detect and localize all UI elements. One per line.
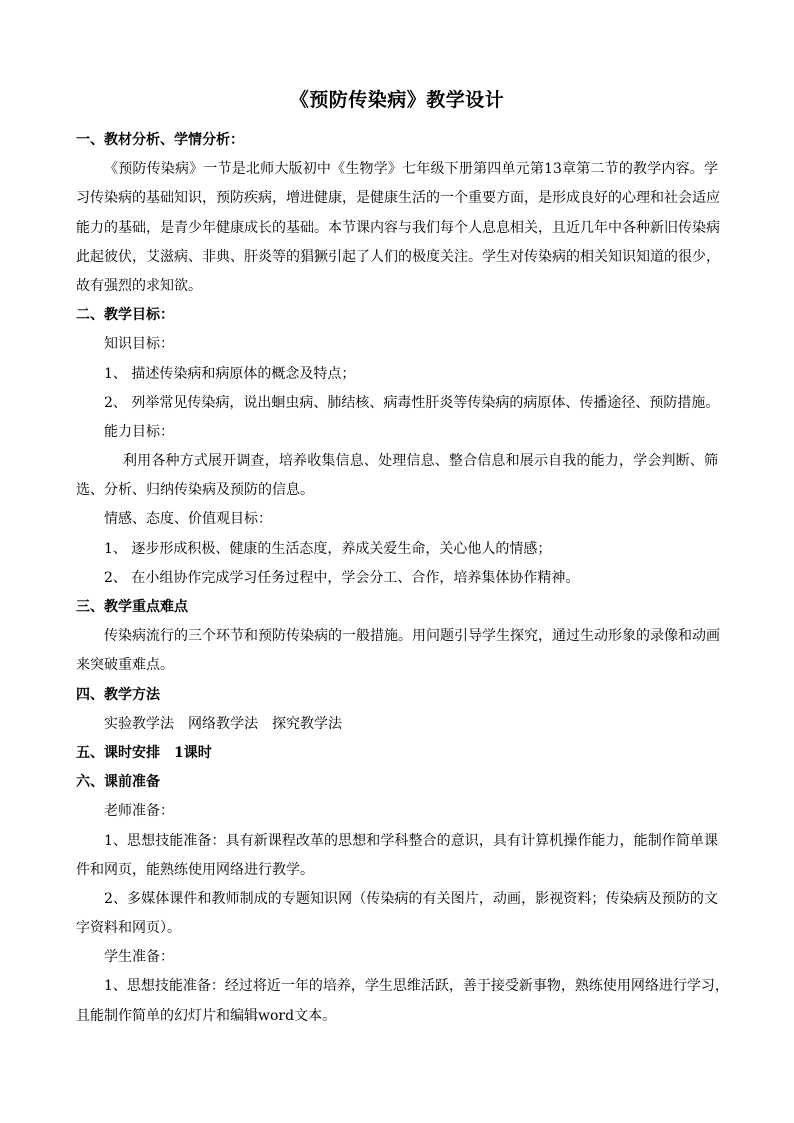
paragraph-line: 传染病流行的三个环节和预防传染病的一般措施。用问题引导学生探究，通过生动形象的录像和动画 <box>104 628 720 645</box>
paragraph-line: 能力的基础，是青少年健康成长的基础。本节课内容与我们每个人息息相关，且近几年中各种新旧传染病 <box>76 219 720 236</box>
paragraph-line: 故有强烈的求知欲。 <box>76 277 202 294</box>
document-body <box>76 126 729 1031</box>
paragraph-line: 《预防传染病》一节是北师大版初中《生物学》七年级下册第四单元第13章第二节的教学内容。学 <box>104 161 718 178</box>
paragraph-line: 习传染病的基础知识，预防疾病，增进健康，是健康生活的一个重要方面，是形成良好的心理和社会适应 <box>76 190 720 207</box>
paragraph-line: 此起彼伏，艾滋病、非典、肝炎等的猖獗引起了人们的极度关注。学生对传染病的相关知识知道的很少， <box>76 248 720 265</box>
section-heading-methods: 四、教学方法 <box>76 686 160 703</box>
paragraph-line: 件和网页，能熟练使用网络进行教学。 <box>76 861 314 878</box>
subheading-emotion: 情感、态度、价值观目标： <box>104 511 272 528</box>
list-item: 2、 列举常见传染病，说出蛔虫病、肺结核、病毒性肝炎等传染病的病原体、传播途径、预防措施。 <box>104 394 720 411</box>
subheading-teacher: 老师准备： <box>104 803 174 820</box>
paragraph-line: 1、思想技能准备：经过将近一年的培养，学生思维活跃，善于接受新事物，熟练使用网络进行学习， <box>104 978 729 995</box>
list-item: 1、 描述传染病和病原体的概念及特点； <box>104 365 356 382</box>
methods-line: 实验教学法 网络教学法 探究教学法 <box>104 715 342 732</box>
section-heading-preparation: 六、课前准备 <box>76 774 160 791</box>
paragraph-line: 选、分析、归纳传染病及预防的信息。 <box>76 482 314 499</box>
paragraph-line: 来突破重难点。 <box>76 657 174 674</box>
list-item: 2、 在小组协作完成学习任务过程中，学会分工、合作，培养集体协作精神。 <box>104 569 580 586</box>
paragraph-line: 利用各种方式展开调查，培养收集信息、处理信息、整合信息和展示自我的能力，学会判断、筛 <box>123 453 718 470</box>
list-item: 1、 逐步形成积极、健康的生活态度，养成关爱生命，关心他人的情感； <box>104 540 552 557</box>
section-heading-keypoints: 三、教学重点难点 <box>76 599 188 615</box>
paragraph-line: 且能制作简单的幻灯片和编辑word文本。 <box>76 1007 337 1024</box>
subheading-knowledge: 知识目标： <box>104 336 174 353</box>
subheading-ability: 能力目标： <box>104 423 174 440</box>
subheading-student: 学生准备： <box>104 949 174 966</box>
page-title: 《预防传染病》教学设计 <box>289 89 505 111</box>
section-heading-schedule: 五、课时安排 1课时 <box>76 744 212 761</box>
section-heading-analysis: 一、教材分析、学情分析： <box>76 132 244 148</box>
paragraph-line: 1、思想技能准备：具有新课程改革的思想和学科整合的意识，具有计算机操作能力，能制作简单课 <box>104 832 718 849</box>
paragraph-line: 2、多媒体课件和教师制成的专题知识网（传染病的有关图片，动画，影视资料；传染病及预防的文 <box>104 890 718 907</box>
section-heading-objectives: 二、教学目标： <box>76 307 174 324</box>
paragraph-line: 字资料和网页）。 <box>76 920 181 937</box>
